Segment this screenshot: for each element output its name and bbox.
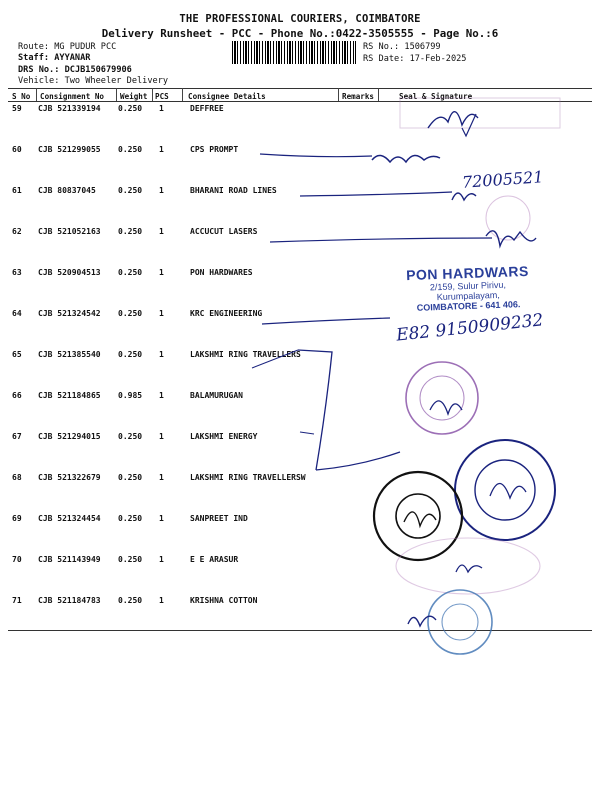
row-sno: 71: [12, 596, 22, 605]
col-divider: [338, 88, 339, 101]
table-row: [0, 473, 600, 514]
drs-line: [18, 65, 132, 75]
row-pcs: 1: [159, 104, 164, 113]
col-divider: [152, 88, 153, 101]
col-divider: [116, 88, 117, 101]
row-pcs: 1: [159, 309, 164, 318]
row-consignment-no: CJB 521184865: [38, 391, 101, 400]
rs-date: RS Date: 17-Feb-2025: [363, 54, 467, 64]
row-weight: 0.250: [118, 227, 143, 236]
row-consignee: E E ARASUR: [190, 555, 239, 564]
row-sno: 60: [12, 145, 22, 154]
company-title: THE PROFESSIONAL COURIERS, COIMBATORE: [179, 13, 421, 25]
header-weight: Weight: [120, 92, 148, 101]
row-sno: 64: [12, 309, 22, 318]
row-consignee: BALAMURUGAN: [190, 391, 243, 400]
table-row: [0, 514, 600, 555]
row-pcs: 1: [159, 555, 164, 564]
drs-label: DRS No.:: [18, 65, 60, 75]
table-top-border: [8, 88, 592, 89]
row-consignee: DEFFREE: [190, 104, 224, 113]
row-consignment-no: CJB 521299055: [38, 145, 101, 154]
staff-name: AYYANAR: [54, 53, 91, 63]
header-pcs: PCS: [155, 92, 169, 101]
stamp-pon-city: COIMBATORE - 641 406.: [416, 299, 521, 313]
barcode: [232, 41, 356, 64]
row-consignee: SANPREET IND: [190, 514, 248, 523]
row-pcs: 1: [159, 186, 164, 195]
stamp-pon-address-2: Kurumpalayam,: [436, 289, 500, 303]
row-sno: 67: [12, 432, 22, 441]
stamp-pon-name: PON HARDWARS: [405, 262, 530, 284]
header-seal-signature: Seal & Signature: [399, 92, 473, 101]
row-pcs: 1: [159, 432, 164, 441]
row-weight: 0.250: [118, 432, 143, 441]
row-consignee: CPS PROMPT: [190, 145, 239, 154]
row-consignment-no: CJB 80837045: [38, 186, 96, 195]
row-sno: 65: [12, 350, 22, 359]
header-remarks: Remarks: [342, 92, 375, 101]
row-consignment-no: CJB 521052163: [38, 227, 101, 236]
row-consignee: KRISHNA COTTON: [190, 596, 258, 605]
stamp-pon-address-1: 2/159, Sulur Pirivu,: [429, 279, 507, 293]
row-consignment-no: CJB 521385540: [38, 350, 101, 359]
col-divider: [182, 88, 183, 101]
row-weight: 0.250: [118, 555, 143, 564]
handwritten-phone-1: 72005521: [461, 167, 545, 192]
drs-number: DCJB150679906: [64, 65, 132, 75]
staff-line: [18, 53, 90, 63]
row-consignment-no: CJB 521184783: [38, 596, 101, 605]
row-sno: 62: [12, 227, 22, 236]
staff-label: Staff:: [18, 53, 50, 63]
row-consignee: KRC ENGINEERING: [190, 309, 263, 318]
row-consignee: LAKSHMI ENERGY: [190, 432, 258, 441]
row-sno: 68: [12, 473, 22, 482]
row-pcs: 1: [159, 227, 164, 236]
row-weight: 0.250: [118, 268, 143, 277]
table-header-border: [8, 101, 592, 102]
row-pcs: 1: [159, 391, 164, 400]
row-pcs: 1: [159, 350, 164, 359]
header-consignee: Consignee Details: [188, 92, 266, 101]
row-consignment-no: CJB 521322679: [38, 473, 101, 482]
row-consignment-no: CJB 521294015: [38, 432, 101, 441]
row-sno: 61: [12, 186, 22, 195]
table-row: [0, 227, 600, 268]
header-consignment: Consignment No: [40, 92, 105, 101]
row-consignment-no: CJB 520904513: [38, 268, 101, 277]
rs-number: RS No.: 1506799: [363, 42, 441, 52]
row-weight: 0.250: [118, 514, 143, 523]
col-divider: [378, 88, 379, 101]
row-weight: 0.250: [118, 350, 143, 359]
row-sno: 59: [12, 104, 22, 113]
vehicle-label: Vehicle: Two Wheeler Delivery: [18, 76, 169, 86]
stamp-pon-hardwares: [397, 263, 539, 314]
row-sno: 66: [12, 391, 22, 400]
handwritten-phone-2: E82 9150909232: [395, 310, 545, 346]
table-row: [0, 596, 600, 637]
row-pcs: 1: [159, 268, 164, 277]
runsheet-title: Delivery Runsheet - PCC - Phone No.:0422-3505555 - Page No.:6: [101, 27, 499, 40]
row-weight: 0.250: [118, 186, 143, 195]
row-consignee: ACCUCUT LASERS: [190, 227, 258, 236]
row-weight: 0.250: [118, 473, 143, 482]
row-consignee: LAKSHMI RING TRAVELLERSW: [190, 473, 306, 482]
header-sno: S No: [12, 92, 31, 101]
row-sno: 69: [12, 514, 22, 523]
row-pcs: 1: [159, 145, 164, 154]
row-sno: 70: [12, 555, 22, 564]
row-weight: 0.250: [118, 596, 143, 605]
row-weight: 0.985: [118, 391, 143, 400]
table-row: [0, 104, 600, 145]
table-row: [0, 391, 600, 432]
table-row: [0, 186, 600, 227]
row-consignment-no: CJB 521324542: [38, 309, 101, 318]
row-weight: 0.250: [118, 145, 143, 154]
row-pcs: 1: [159, 473, 164, 482]
col-divider: [36, 88, 37, 101]
row-weight: 0.250: [118, 309, 143, 318]
row-sno: 63: [12, 268, 22, 277]
row-consignment-no: CJB 521324454: [38, 514, 101, 523]
row-consignment-no: CJB 521143949: [38, 555, 101, 564]
table-row: [0, 555, 600, 596]
table-row: [0, 432, 600, 473]
row-pcs: 1: [159, 514, 164, 523]
route-label: Route: MG PUDUR PCC: [18, 42, 117, 52]
row-consignee: LAKSHMI RING TRAVELLERS: [190, 350, 301, 359]
table-row: [0, 350, 600, 391]
row-consignee: PON HARDWARES: [190, 268, 253, 277]
row-consignment-no: CJB 521339194: [38, 104, 101, 113]
row-weight: 0.250: [118, 104, 143, 113]
row-pcs: 1: [159, 596, 164, 605]
row-consignee: BHARANI ROAD LINES: [190, 186, 277, 195]
